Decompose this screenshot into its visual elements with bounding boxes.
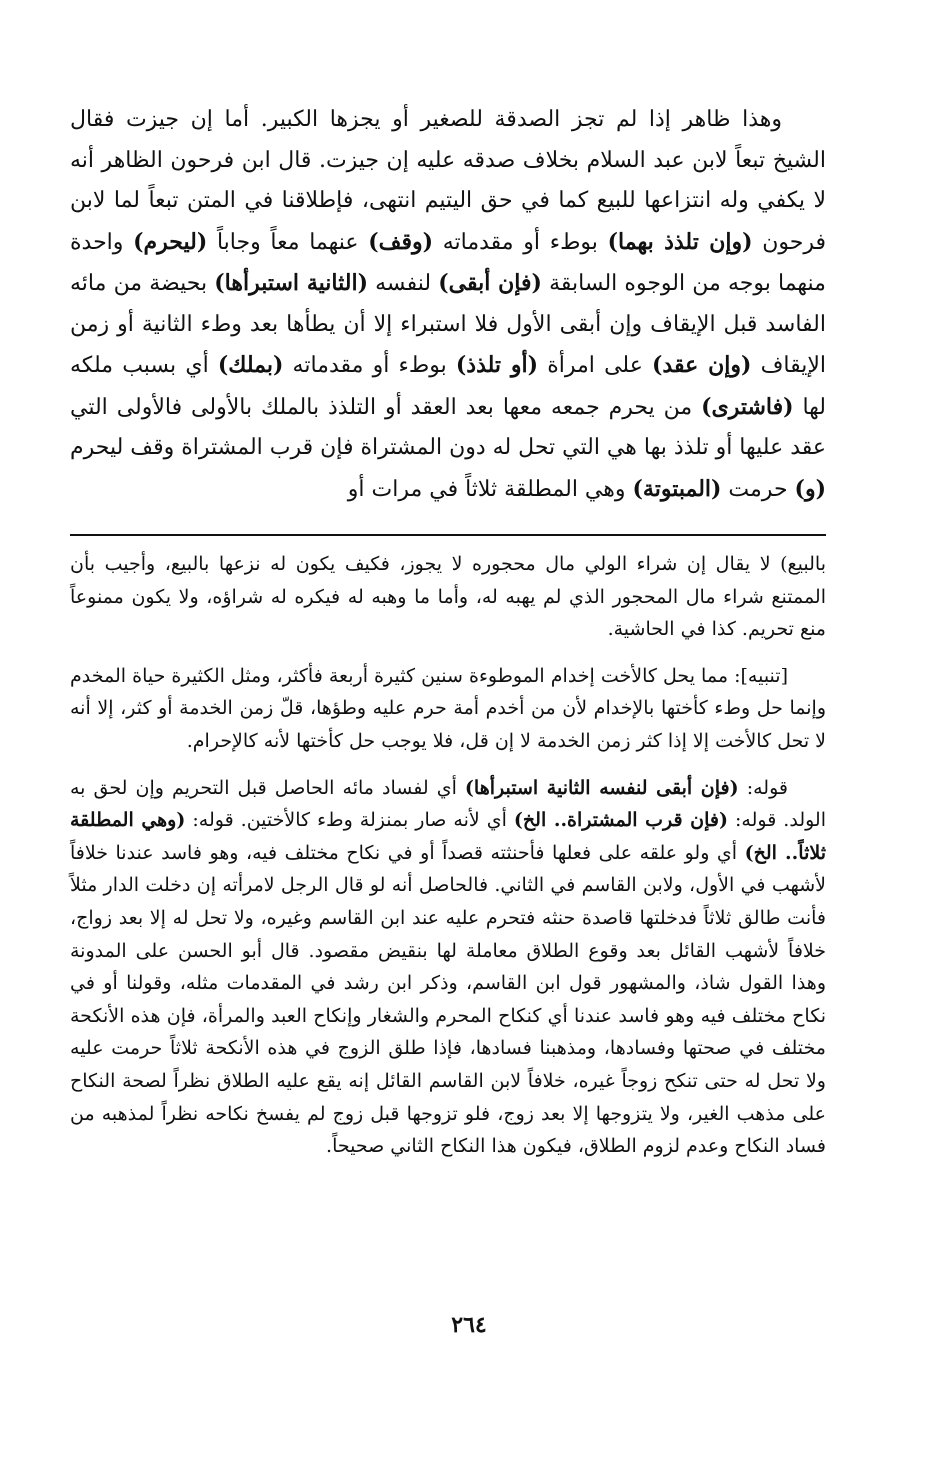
- main-text: من يحرم جمعه معها بعد العقد أو التلذذ بالملك بالأولى فالأولى التي عقد عليها أو تلذذ بها هي التي تحل له دون المشتراة فإن قرب المشتراة وقف ليحرم: [70, 394, 826, 460]
- footnote-bold-term: (فإن أبقى لنفسه الثانية استبرأها): [464, 776, 739, 799]
- bold-term: (أو تلذذ): [455, 352, 539, 378]
- bold-term: (بملك): [217, 352, 284, 378]
- footnote-bold-term: (فإن قرب المشتراة.. الخ): [513, 809, 728, 832]
- bold-term: (المبتوتة): [632, 475, 722, 502]
- bold-term: (وإن تلذذ بهما): [607, 228, 753, 255]
- footnote-2: [70, 660, 826, 758]
- footnote-text: أي لأنه صار بمنزلة وطء كالأختين. قوله:: [185, 809, 514, 832]
- bold-term: (وإن عقد): [652, 352, 752, 378]
- main-text: أي بسبب ملكه لها: [70, 353, 826, 420]
- bold-term: (وقف): [368, 228, 433, 255]
- main-text: بوطء أو مقدماته: [433, 229, 608, 255]
- bold-term: (فإن أبقى): [438, 270, 542, 296]
- main-text: وهذا ظاهر إذا لم تجز الصدقة للصغير أو يجزها الكبير. أما إن جيزت فقال الشيخ تبعاً لابن عبد السلام بخلاف صدقه عليه إن جيزت. قال ابن فرحون الظاهر أنه لا يكفي وله انتزاعها للبيع كما في حق اليتيم انتهى، فإطلاقنا في المتن تبعاً لما لابن فرحون: [70, 107, 826, 255]
- footnote-1: بالبيع) لا يقال إن شراء الولي مال محجوره لا يجوز، فكيف يكون له نزعها بالبيع، وأجيب بأن الممتنع شراء مال المحجور الذي لم يهبه له، وأما ما وهبه له فيكره له شراؤه، ولا يكون ممنوعاً منع تحريم. كذا في الحاشية.: [70, 553, 826, 641]
- main-text: وهي المطلقة ثلاثاً في مرات أو: [347, 476, 633, 502]
- footnote-separator: [70, 534, 826, 536]
- footnote-text: أي لفساد مائه الحاصل قبل التحريم وإن لحق به الولد. قوله:: [70, 776, 826, 832]
- main-text: بوطء أو مقدماته: [283, 353, 456, 378]
- footnote-3: [70, 772, 826, 1163]
- footnote-text: أي ولو علقه على فعلها فأحنثته قصداً أو في نكاح مختلف فيه، وهو فاسد عندنا خلافاً لأشهب في الأول، ولابن القاسم في الثاني. فالحاصل أنه لو قال الرجل لامرأته إن دخلت الدار مثلاً فأنت طالق ثلاثاً فدخلتها قاصدة حنثه فتحرم عليه عند ابن القاسم وغيره، ولا تحل له إلا بعد زواج، خلافاً لأشهب القائل بعد وقوع الطلاق معاملة لها بنقيض مقصود. قال أبو الحسن على المدونة وهذا القول شاذ، والمشهور قول ابن القاسم، وذكر ابن رشد في المقدمات مثله، وقولنا أو في نكاح مختلف فيه وهو فاسد عندنا أي كنكاح المحرم والشغار وإنكاح العبد والمرأة، فإن هذه الأنكحة مختلف في صحتها وفسادها، ومذهبنا فسادها، فإذا طلق الزوج في هذه الأنكحة ثلاثاً حرمت عليه ولا تحل له حتى تنكح زوجاً غيره، خلافاً لابن القاسم القائل إنه يقع عليه الطلاق نظراً لصحة النكاح على مذهب الغير، ولا يتزوجها إلا بعد زوج، فلو تزوجها قبل زوج لم يفسخ نكاحه نظراً لمذهبه من فساد النكاح وعدم لزوم الطلاق، فيكون هذا النكاح الثاني صحيحاً.: [70, 841, 826, 1158]
- bold-term: (الثانية استبرأها): [214, 270, 368, 296]
- main-text: بحيضة من مائه الفاسد قبل الإيقاف وإن أبقى الأول فلا استبراء إلا أن يطأها بعد وطء الثانية أو زمن الإيقاف: [70, 271, 826, 378]
- bold-term: (فاشترى): [701, 393, 794, 420]
- main-text: على امرأة: [538, 353, 653, 378]
- main-text: حرمت: [721, 476, 795, 502]
- bold-term: (ليحرم): [133, 228, 208, 255]
- bold-term: (و): [794, 475, 826, 502]
- footnote-text: قوله:: [738, 776, 788, 799]
- footnote-bold-term: (وهي المطلقة ثلاثاً.. الخ): [70, 809, 826, 864]
- main-text: عنهما معاً وجاباً: [207, 229, 369, 255]
- main-text: لنفسه: [367, 271, 439, 296]
- main-text: واحدة منهما بوجه من الوجوه السابقة: [70, 229, 826, 296]
- page-number: ٢٦٤: [451, 1312, 487, 1338]
- book-page: [70, 100, 826, 1177]
- main-text-block: [70, 100, 826, 510]
- footnote-2-text: [تنبيه]: مما يحل كالأخت إخدام الموطوءة سنين كثيرة أربعة فأكثر، ومثل الكثيرة حياة المخدم وإنما حل وطء كأختها بالإخدام لأن من أخدم أمة حرم عليه وطؤها، قلّ زمن الخدمة أو كثر، إلا أنه لا تحل كالأخت إلا إذا كثر زمن الخدمة لا إن قل، فلا يوجب حل كأختها لأنه كالإحرام.: [70, 664, 826, 752]
